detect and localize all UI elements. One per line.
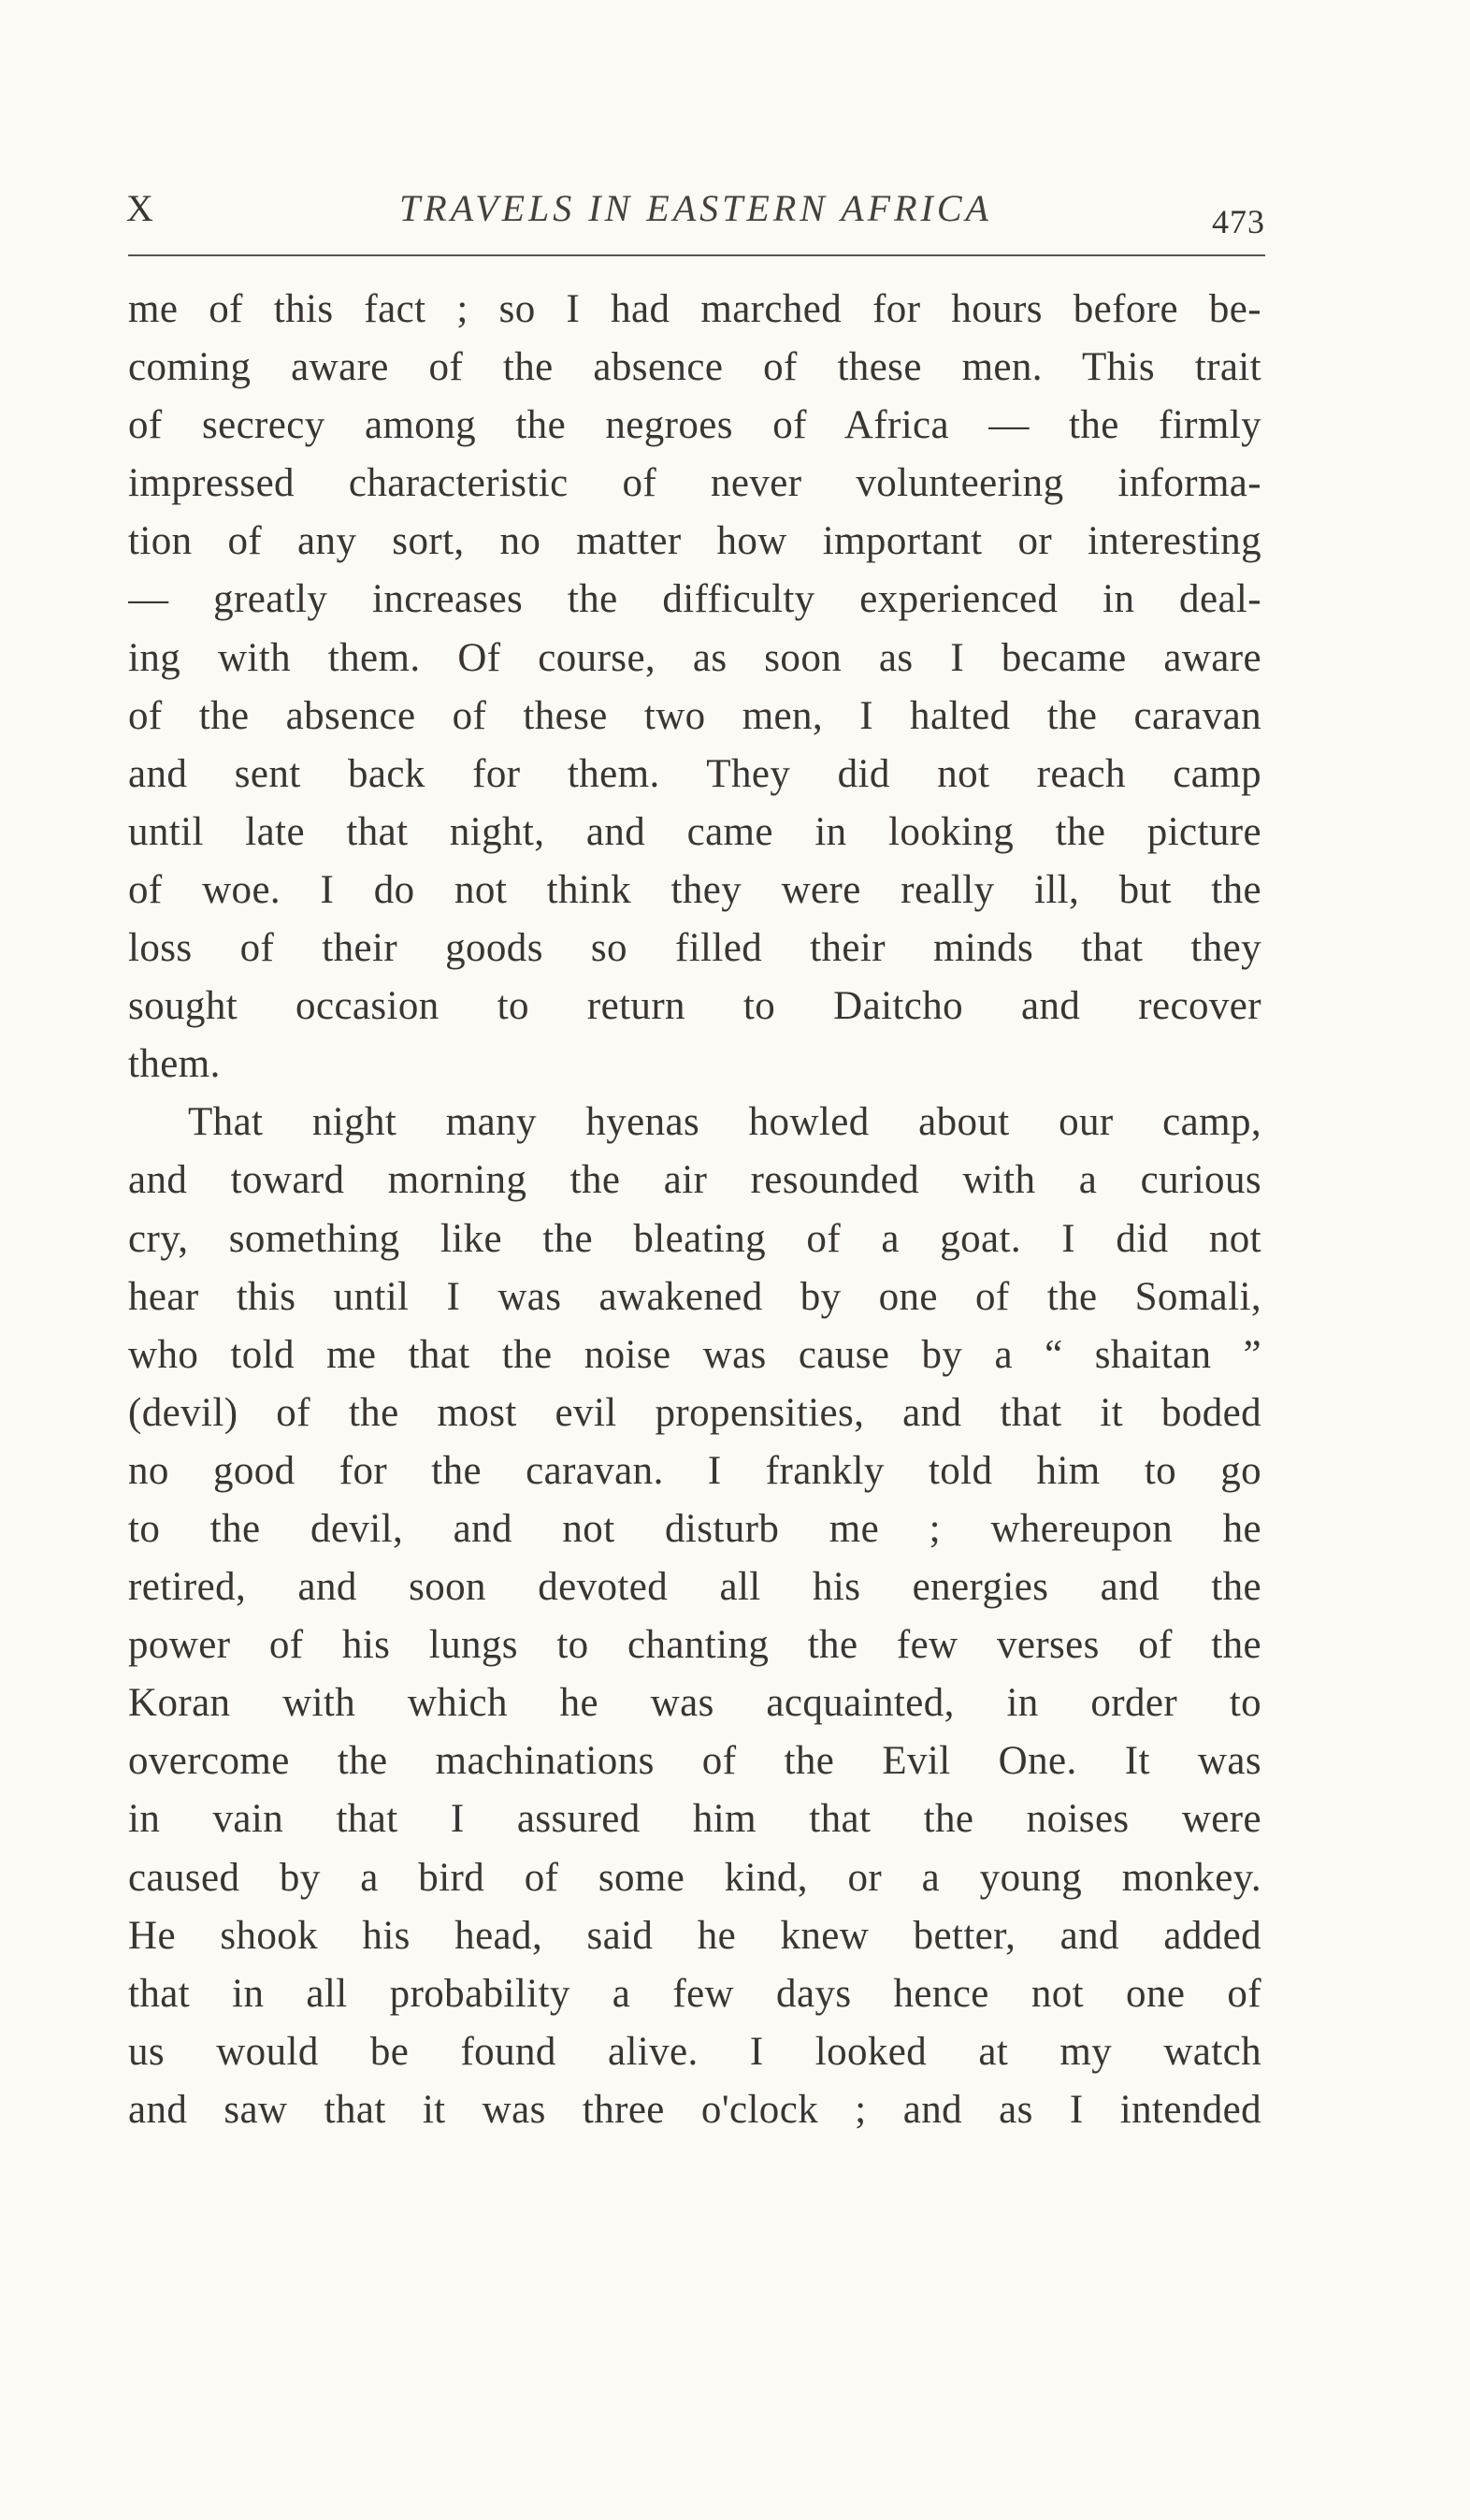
text-line: me of this fact ; so I had marched for hours before be- xyxy=(128,287,1261,331)
text-line: sought occasion to return to Daitcho and recover xyxy=(128,984,1261,1029)
text-line: and sent back for them. They did not reach camp xyxy=(128,751,1261,796)
text-line: in vain that I assured him that the noises were xyxy=(128,1797,1261,1842)
text-line: Koran with which he was acquainted, in order to xyxy=(128,1681,1261,1726)
text-line: retired, and soon devoted all his energies and the xyxy=(128,1565,1261,1610)
text-line: no good for the caravan. I frankly told him to go xyxy=(128,1448,1261,1493)
text-line: hear this until I was awakened by one of the Somali, xyxy=(128,1274,1261,1319)
text-line: impressed characteristic of never volunteering informa- xyxy=(128,461,1261,506)
text-line: tion of any sort, no matter how important or interesting xyxy=(128,519,1261,564)
body-text xyxy=(128,281,1261,2139)
running-header xyxy=(126,187,1265,246)
text-line: that in all probability a few days hence not one of xyxy=(128,1971,1261,2016)
text-line: to the devil, and not disturb me ; whereupon he xyxy=(128,1506,1261,1551)
text-line: cry, something like the bleating of a goat. I did not xyxy=(128,1216,1261,1261)
paragraph-first-line: That night many hyenas howled about our camp, xyxy=(188,1100,1261,1145)
text-line: and saw that it was three o'clock ; and as I intended xyxy=(128,2087,1261,2132)
text-line: us would be found alive. I looked at my watch xyxy=(128,2029,1261,2074)
text-line: — greatly increases the difficulty experienced in deal- xyxy=(128,577,1261,622)
paragraph-last-line: them. xyxy=(128,1042,221,1087)
text-line: ing with them. Of course, as soon as I became aware xyxy=(128,635,1261,680)
page-number: 473 xyxy=(1212,203,1265,240)
text-line: of secrecy among the negroes of Africa — the firmly xyxy=(128,403,1261,448)
text-line: caused by a bird of some kind, or a young monkey. xyxy=(128,1855,1261,1900)
text-line: and toward morning the air resounded with a curious xyxy=(128,1158,1261,1203)
text-line: until late that night, and came in looking the picture xyxy=(128,809,1261,854)
running-title: TRAVELS IN EASTERN AFRICA xyxy=(399,187,992,229)
chapter-number: X xyxy=(126,187,154,229)
text-line: power of his lungs to chanting the few verses of the xyxy=(128,1623,1261,1668)
text-line: of the absence of these two men, I halted the caravan xyxy=(128,693,1261,738)
text-line: who told me that the noise was cause by a “ shaitan ” xyxy=(128,1332,1261,1377)
header-rule xyxy=(128,254,1265,256)
text-line: He shook his head, said he knew better, and added xyxy=(128,1913,1261,1958)
text-line: overcome the machinations of the Evil One. It was xyxy=(128,1739,1261,1784)
text-line: coming aware of the absence of these men. This trait xyxy=(128,345,1261,390)
text-line: loss of their goods so filled their minds that they xyxy=(128,926,1261,971)
text-line: of woe. I do not think they were really ill, but the xyxy=(128,867,1261,912)
text-line: (devil) of the most evil propensities, and that it boded xyxy=(128,1390,1261,1435)
